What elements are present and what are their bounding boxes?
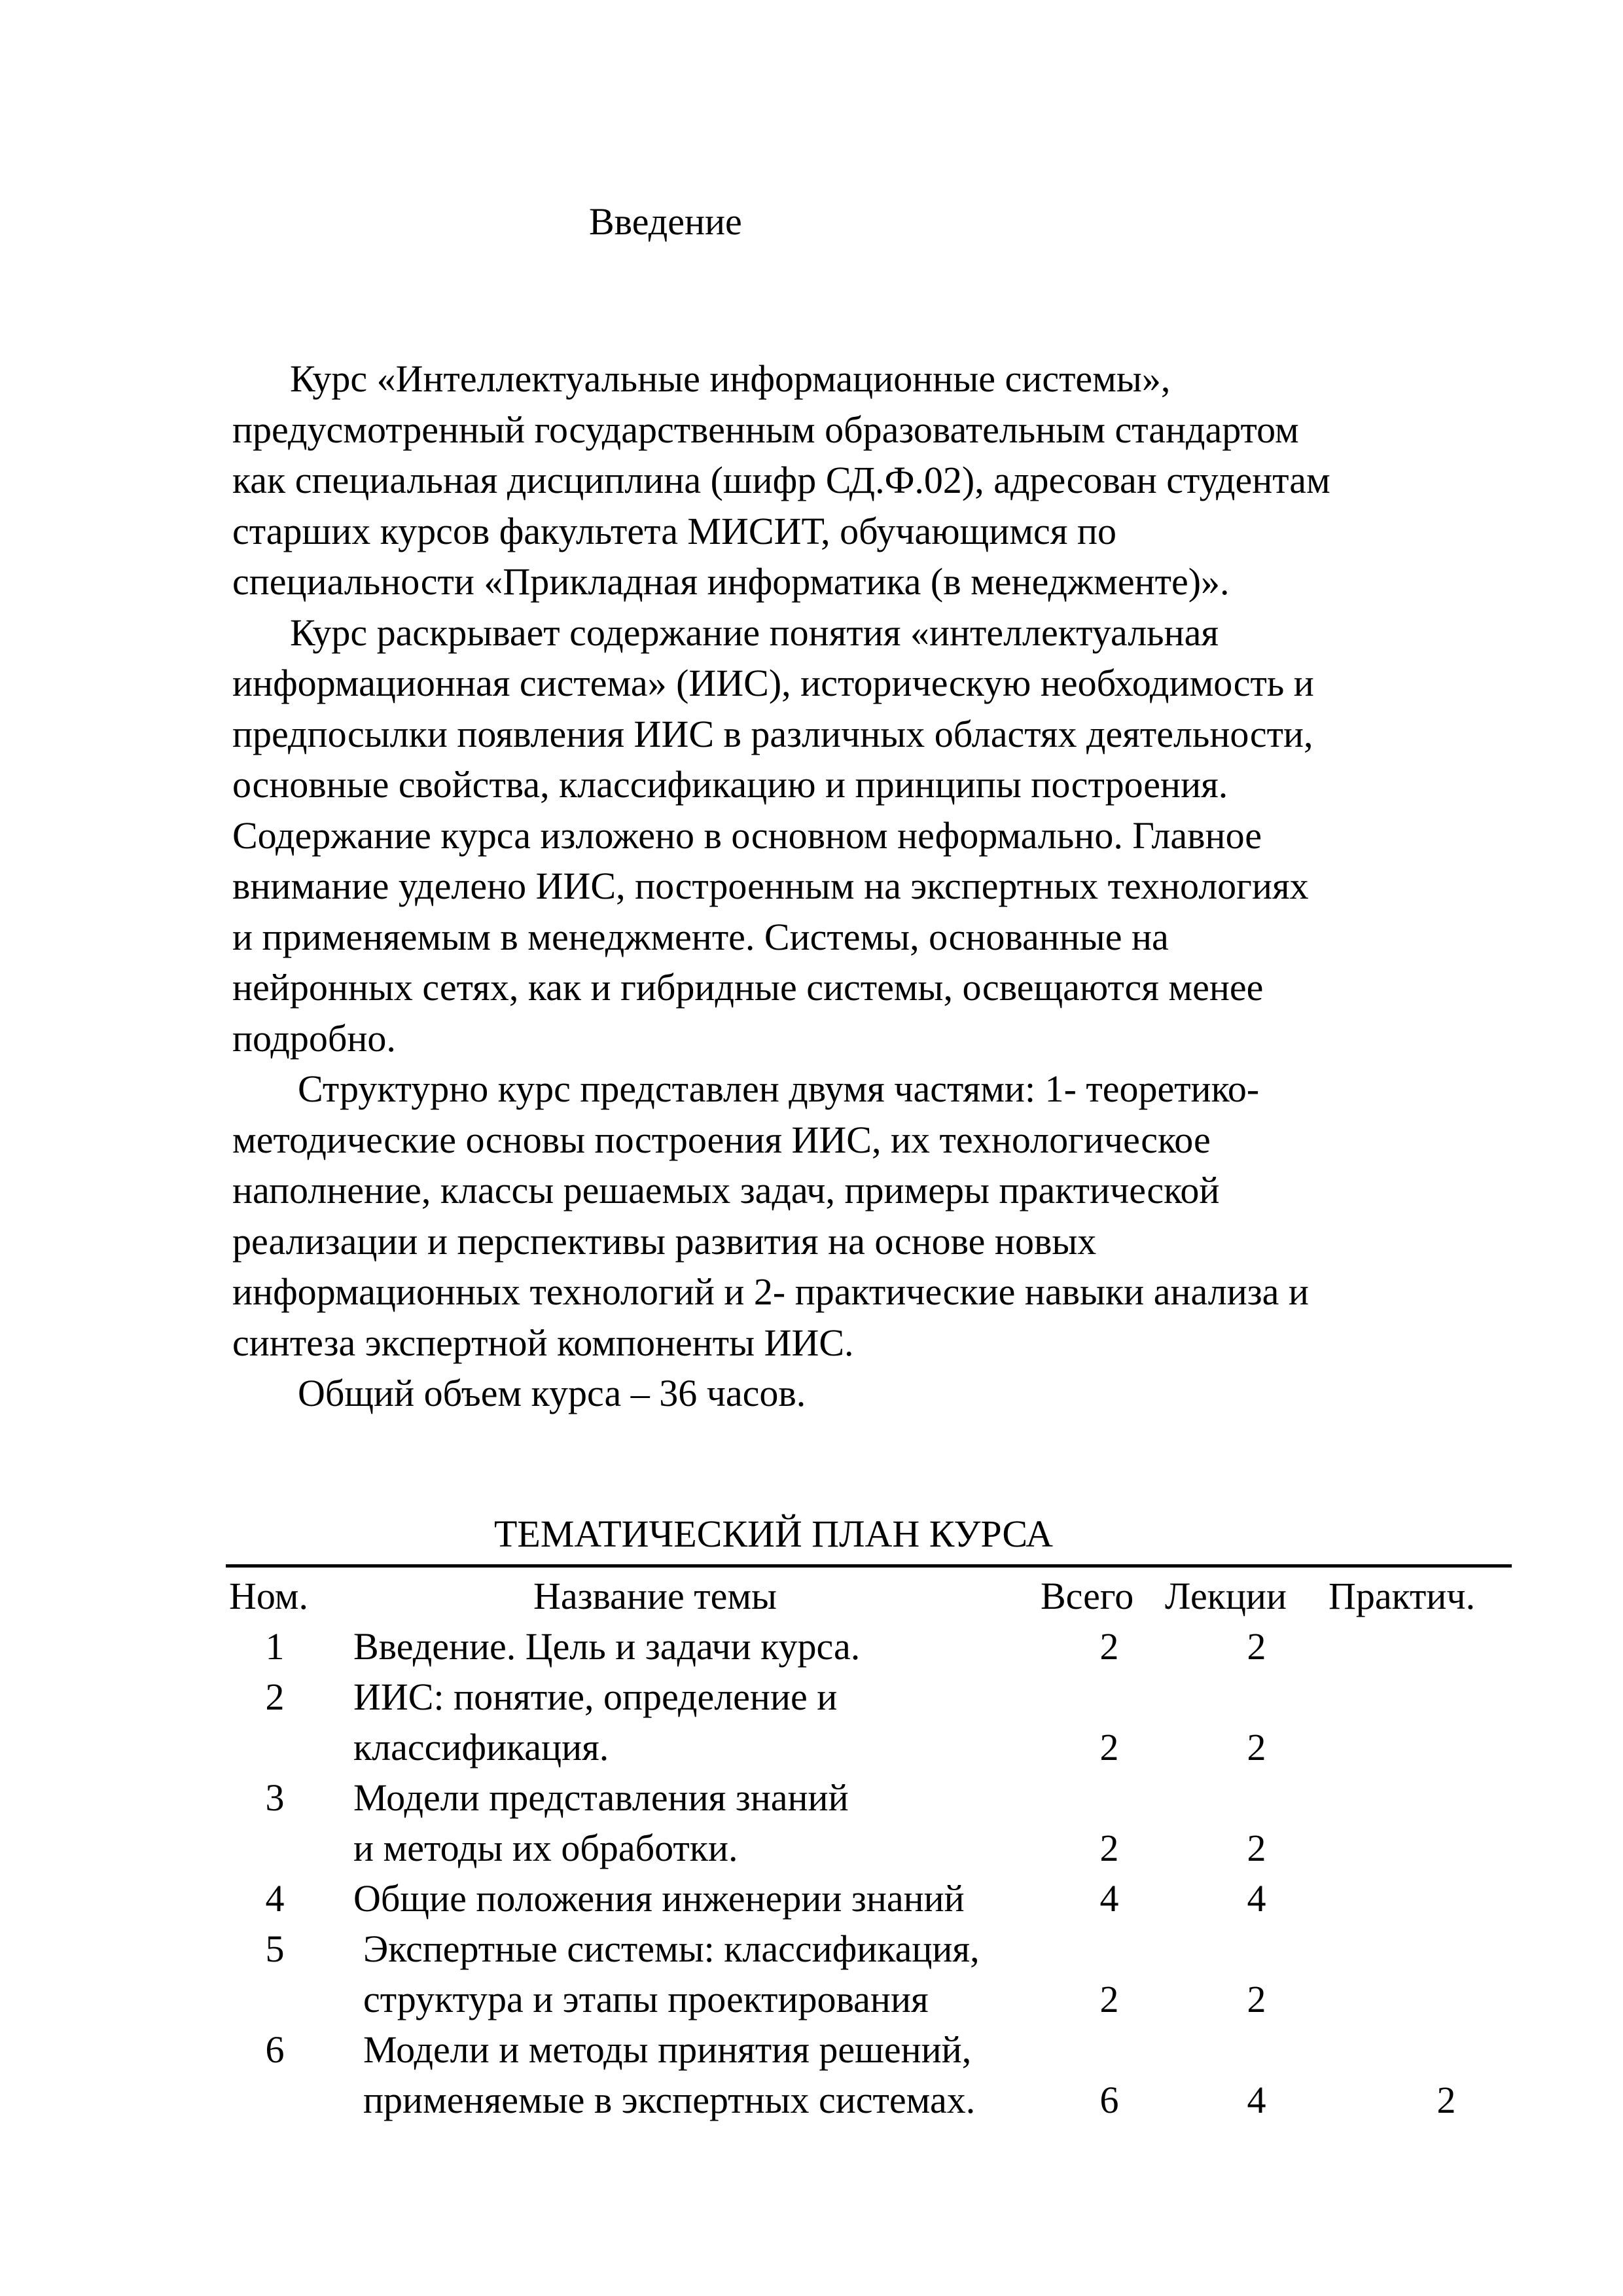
row-lectures: 2: [1247, 1978, 1266, 2020]
text-line: основные свойства, классификацию и принципы построения.: [232, 763, 1228, 806]
header-practice: Практич.: [1329, 1575, 1476, 1617]
row-lectures: 4: [1247, 1877, 1266, 1920]
row-lectures: 2: [1247, 1726, 1266, 1768]
row-name-cont: применяемые в экспертных системах.: [363, 2079, 976, 2121]
row-total: 2: [1099, 1625, 1119, 1668]
row-num: 2: [265, 1676, 285, 1718]
row-total: 2: [1099, 1726, 1119, 1768]
text-line: Содержание курса изложено в основном неформально. Главное: [232, 814, 1262, 857]
row-name: Экспертные системы: классификация,: [363, 1928, 980, 1970]
table-divider: [226, 1564, 1512, 1568]
text-line: как специальная дисциплина (шифр СД.Ф.02), адресован студентам: [232, 459, 1330, 501]
table-row: [229, 1672, 1512, 1772]
row-name: Модели и методы принятия решений,: [363, 2028, 972, 2071]
row-name-cont: и методы их обработки.: [353, 1827, 738, 1869]
row-name: Введение. Цель и задачи курса.: [353, 1625, 861, 1668]
text-line: старших курсов факультета МИСИТ, обучающимся по: [232, 509, 1116, 552]
row-name: Модели представления знаний: [353, 1776, 849, 1819]
header-name: Название темы: [533, 1575, 777, 1617]
text-line: информационная система» (ИИС), историческую необходимость и: [232, 662, 1314, 704]
row-num: 6: [265, 2028, 285, 2071]
thematic-plan-table: [229, 1571, 1512, 2125]
row-lectures: 2: [1247, 1827, 1266, 1869]
text-line: методические основы построения ИИС, их технологическое: [232, 1118, 1211, 1161]
header-total: Всего: [1041, 1575, 1134, 1617]
table-row: [229, 1873, 1512, 1924]
text-line: Общий объем курса – 36 часов.: [298, 1372, 806, 1414]
page-heading: Введение: [589, 200, 742, 243]
row-name: Общие положения инженерии знаний: [353, 1877, 965, 1920]
intro-text: [232, 353, 1508, 1419]
row-total: 6: [1099, 2079, 1119, 2121]
text-line: предпосылки появления ИИС в различных областях деятельности,: [232, 712, 1313, 755]
row-num: 3: [265, 1776, 285, 1819]
paragraph-3: [232, 1064, 1508, 1368]
row-total: 2: [1099, 1827, 1119, 1869]
text-line: Структурно курс представлен двумя частями: 1- теоретико-: [298, 1067, 1260, 1110]
row-num: 1: [265, 1625, 285, 1668]
text-line: предусмотренный государственным образовательным стандартом: [232, 408, 1299, 451]
text-line: нейронных сетях, как и гибридные системы, освещаются менее: [232, 966, 1264, 1009]
plan-title: ТЕМАТИЧЕСКИЙ ПЛАН КУРСА: [494, 1513, 1054, 1555]
row-lectures: 4: [1247, 2079, 1266, 2121]
table-row: [229, 1924, 1512, 2024]
header-num: Ном.: [229, 1575, 308, 1617]
text-line: и применяемым в менеджменте. Системы, основанные на: [232, 915, 1169, 958]
text-line: специальности «Прикладная информатика (в менеджменте)».: [232, 560, 1230, 603]
row-num: 5: [265, 1928, 285, 1970]
row-total: 4: [1099, 1877, 1119, 1920]
text-line: подробно.: [232, 1016, 396, 1060]
row-name: ИИС: понятие, определение и: [353, 1676, 838, 1718]
row-practice: 2: [1436, 2079, 1456, 2121]
paragraph-4: [232, 1368, 1508, 1419]
paragraph-2: [232, 607, 1508, 1064]
text-line: информационных технологий и 2- практические навыки анализа и: [232, 1270, 1309, 1313]
text-line: Курс «Интеллектуальные информационные системы»,: [290, 357, 1171, 400]
header-lectures: Лекции: [1165, 1575, 1287, 1617]
text-line: наполнение, классы решаемых задач, примеры практической: [232, 1169, 1220, 1211]
row-num: 4: [265, 1877, 285, 1920]
text-line: внимание уделено ИИС, построенным на экспертных технологиях: [232, 865, 1309, 907]
text-line: реализации и перспективы развития на основе новых: [232, 1219, 1097, 1263]
row-name-cont: структура и этапы проектирования: [363, 1978, 929, 2020]
text-line: синтеза экспертной компоненты ИИС.: [232, 1321, 854, 1364]
row-lectures: 2: [1247, 1625, 1266, 1668]
table-row: [229, 1772, 1512, 1873]
table-row: [229, 2024, 1512, 2125]
row-total: 2: [1099, 1978, 1119, 2020]
table-row: [229, 1621, 1512, 1672]
text-line: Курс раскрывает содержание понятия «интеллектуальная: [290, 611, 1219, 654]
paragraph-1: [232, 353, 1508, 607]
row-name-cont: классификация.: [353, 1726, 609, 1768]
table-header-row: [229, 1571, 1512, 1621]
